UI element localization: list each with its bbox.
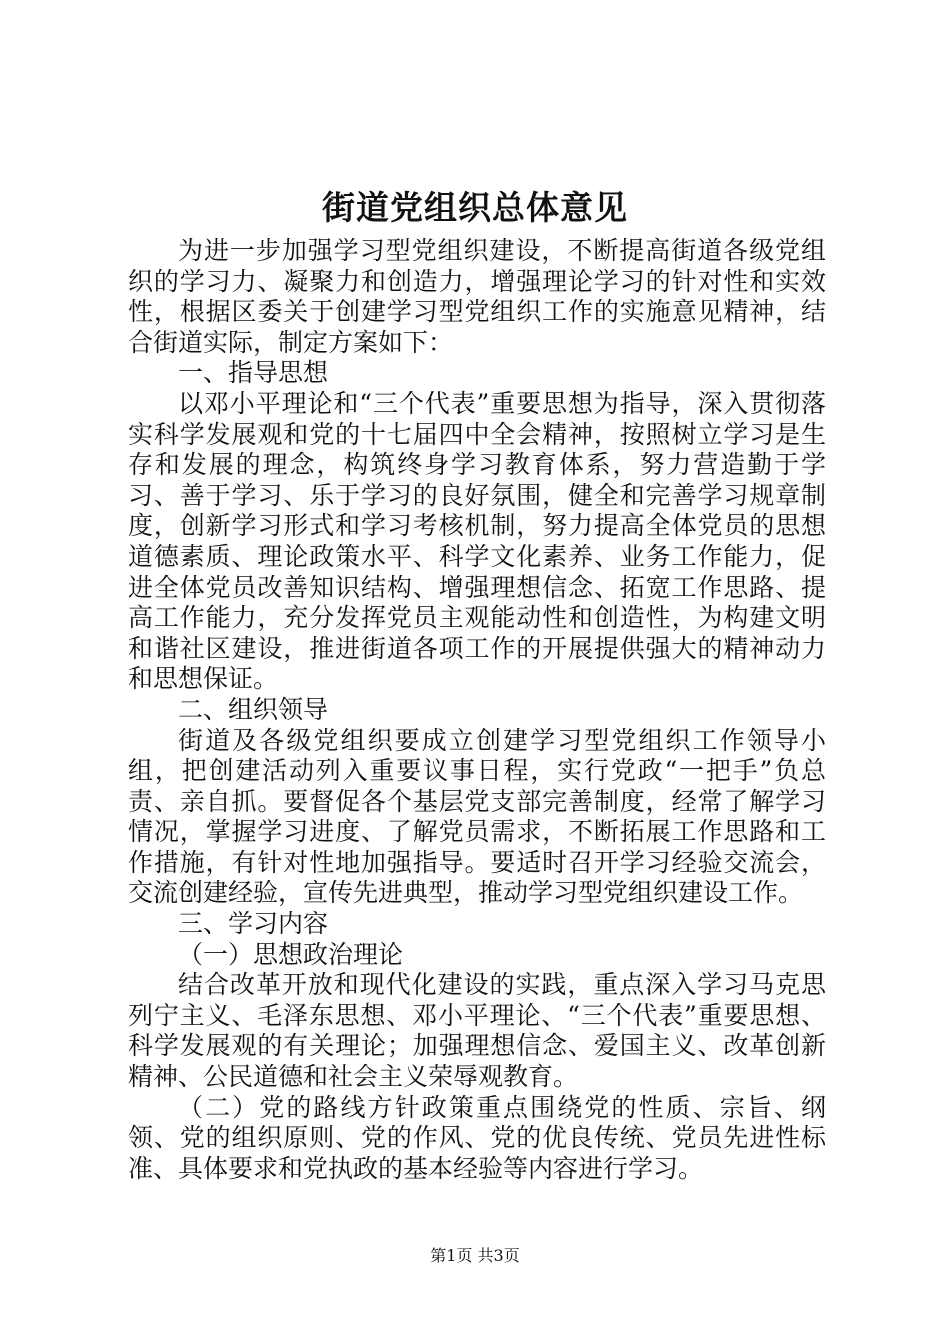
subsection-heading-political-theory: （一）思想政治理论 [178,939,404,969]
intro-paragraph: 为进一步加强学习型党组织建设，不断提高街道各级党组织的学习力、凝聚力和创造力，增强理论学习的针对性和实效性，根据区委关于创建学习型党组织工作的实施意见精神，结合街道实际，制定方案如下： [128,236,826,357]
guiding-ideology-paragraph: 以邓小平理论和“三个代表”重要思想为指导，深入贯彻落实科学发展观和党的十七届四中全会精神，按照树立学习是生存和发展的理念，构筑终身学习教育体系，努力营造勤于学习、善于学习、乐于学习的良好氛围，健全和完善学习规章制度，创新学习形式和学习考核机制，努力提高全体党员的思想道德素质、理论政策水平、科学文化素养、业务工作能力，促进全体党员改善知识结构、增强理想信念、拓宽工作思路、提高工作能力，充分发挥党员主观能动性和创造性，为构建文明和谐社区建设，推进街道各项工作的开展提供强大的精神动力和思想保证。 [128,388,826,694]
section-heading-guiding-ideology: 一、指导思想 [178,358,329,388]
page-number-footer: 第1页 共3页 [430,1246,520,1265]
document-body [128,236,826,1184]
leadership-paragraph: 街道及各级党组织要成立创建学习型党组织工作领导小组，把创建活动列入重要议事日程，实行党政“一把手”负总责、亲自抓。要督促各个基层党支部完善制度，经常了解学习情况，掌握学习进度、了解党员需求，不断拓展工作思路和工作措施，有针对性地加强指导。要适时召开学习经验交流会，交流创建经验，宣传先进典型，推动学习型党组织建设工作。 [128,725,826,908]
section-heading-content: 三、学习内容 [178,909,329,939]
political-theory-paragraph: 结合改革开放和现代化建设的实践，重点深入学习马克思列宁主义、毛泽东思想、邓小平理论、“三个代表”重要思想、科学发展观的有关理论；加强理想信念、爱国主义、改革创新精神、公民道德和社会主义荣辱观教育。 [128,970,826,1092]
document-title: 街道党组织总体意见 [322,188,628,227]
section-heading-leadership: 二、组织领导 [178,694,329,724]
party-line-paragraph: （二）党的路线方针政策重点围绕党的性质、宗旨、纲领、党的组织原则、党的作风、党的优良传统、党员先进性标准、具体要求和党执政的基本经验等内容进行学习。 [128,1092,826,1183]
